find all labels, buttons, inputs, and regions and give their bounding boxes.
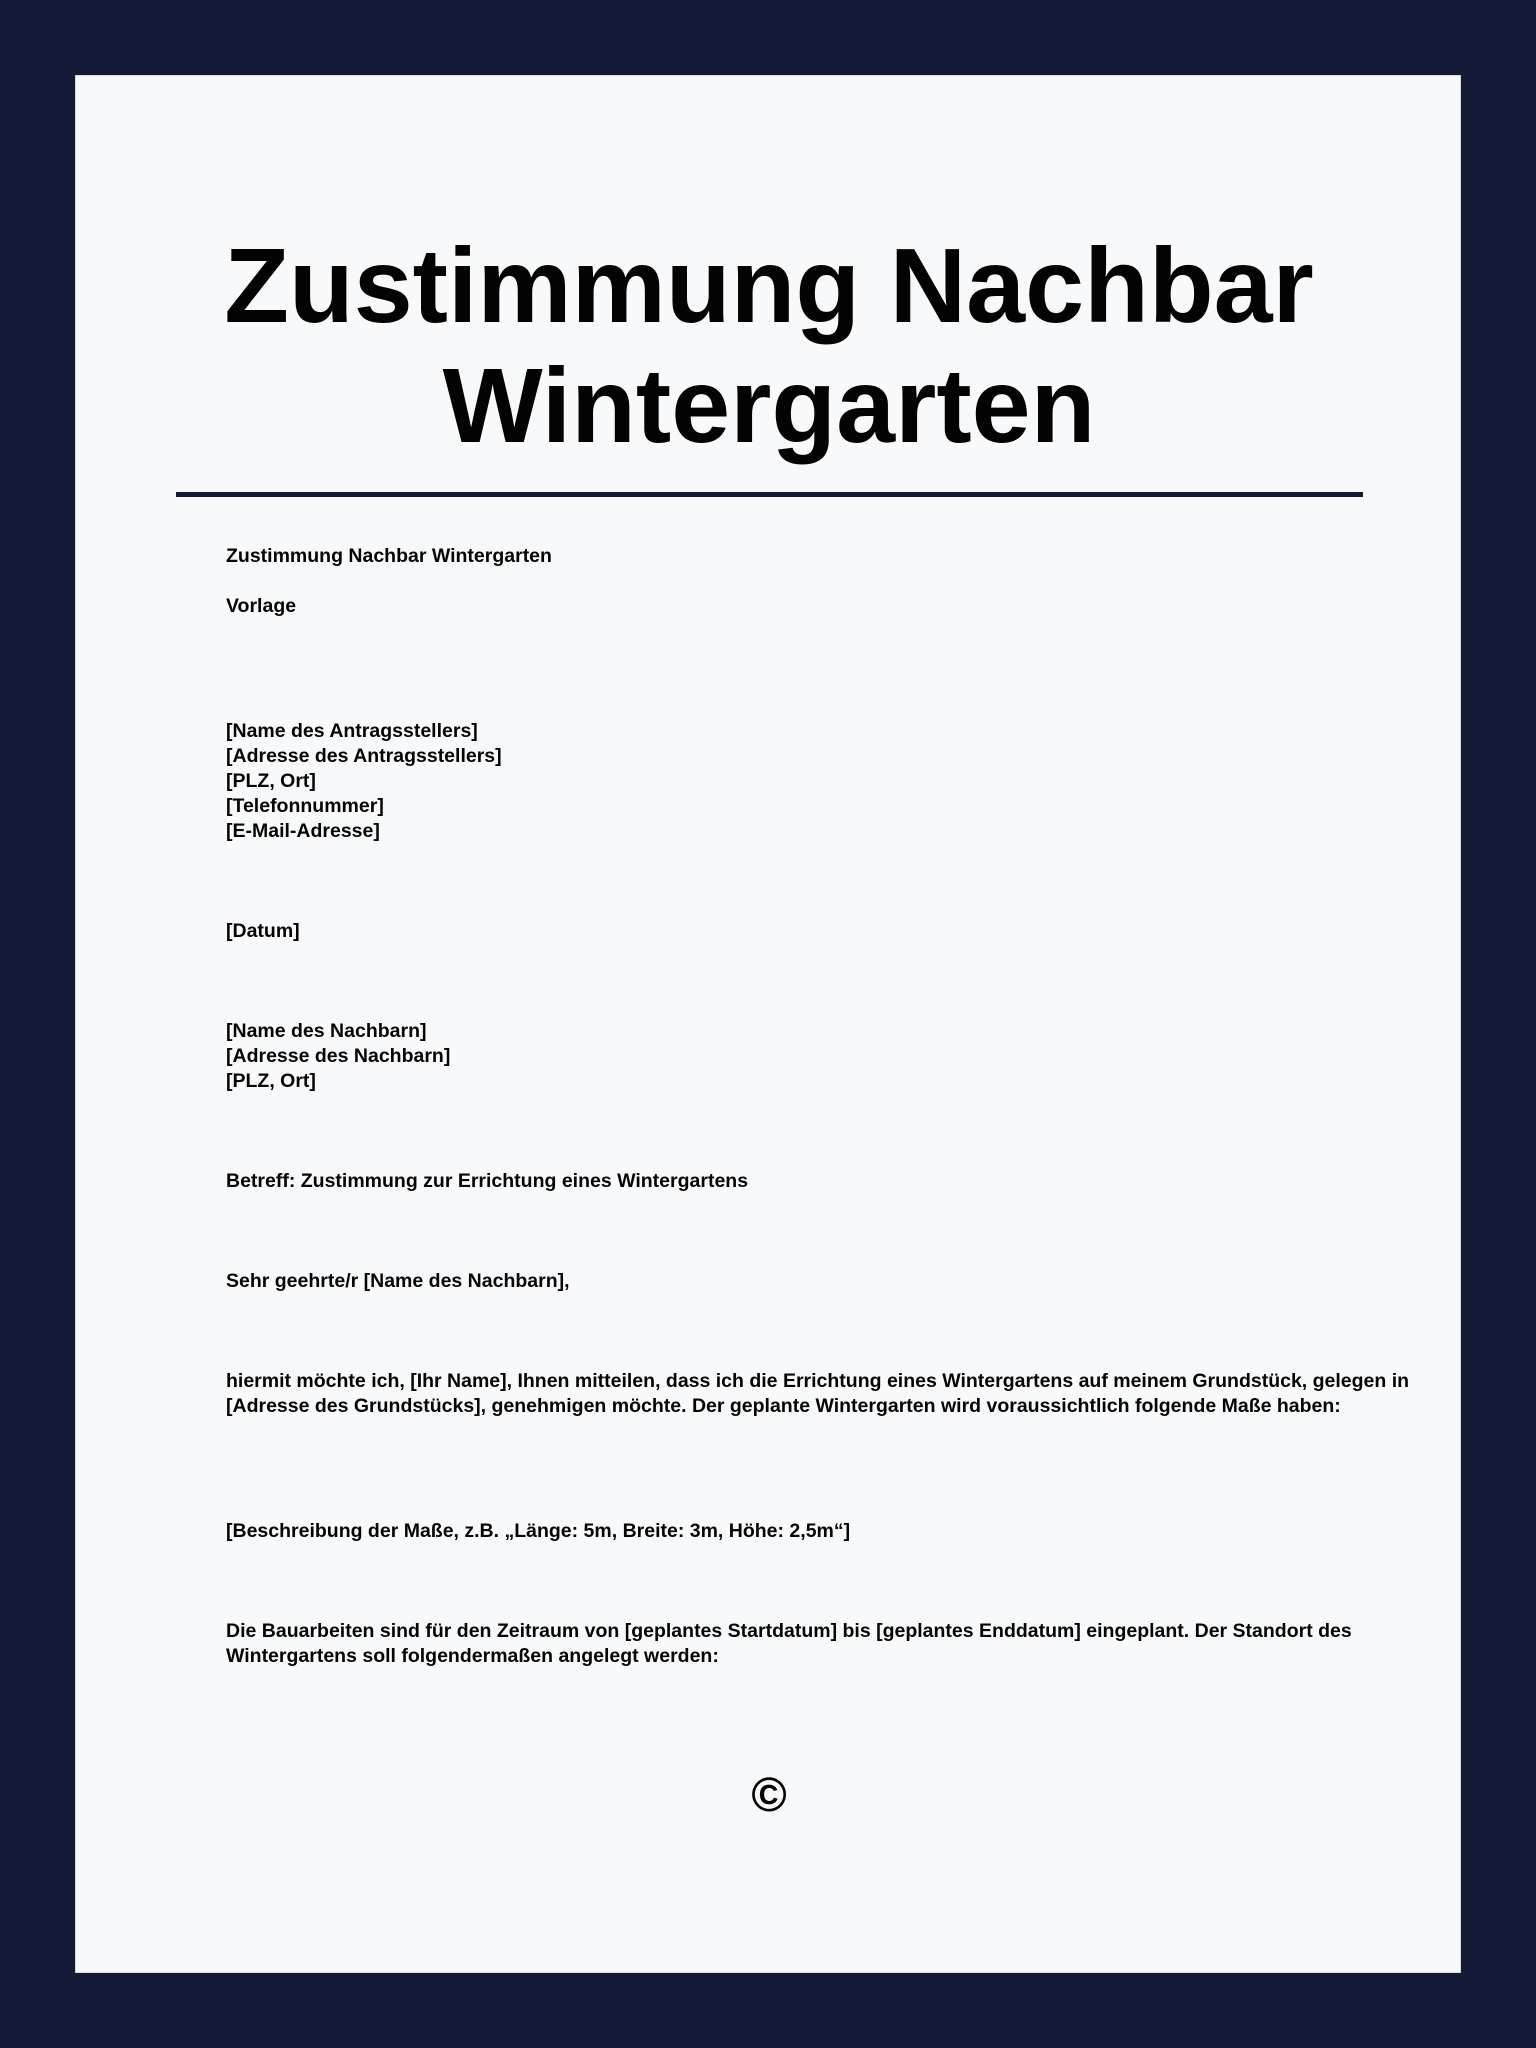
subject-line: Betreff: Zustimmung zur Errichtung eines Wintergartens: [226, 1170, 749, 1192]
letter-date: [Datum]: [226, 920, 300, 942]
applicant-phone: [Telefonnummer]: [226, 795, 384, 817]
copyright-icon: ©: [751, 1769, 787, 1822]
applicant-zip-city: [PLZ, Ort]: [226, 770, 316, 792]
title-divider: [176, 492, 1363, 497]
body-heading: Zustimmung Nachbar Wintergarten: [226, 545, 552, 567]
document-title: Zustimmung Nachbar Wintergarten: [224, 227, 1314, 465]
dimensions-placeholder: [Beschreibung der Maße, z.B. „Länge: 5m, Breite: 3m, Höhe: 2,5m“]: [226, 1520, 851, 1542]
document-page: [75, 75, 1461, 1973]
paragraph-intro: hiermit möchte ich, [Ihr Name], Ihnen mitteilen, dass ich die Errichtung eines Wintergartens auf meinem Grundstück, gelegen in [Adresse des Grundstücks], genehmigen möchte. Der geplante Wintergarten wird voraussichtlich folgende Maße haben:: [226, 1370, 1410, 1417]
neighbor-name: [Name des Nachbarn]: [226, 1020, 427, 1042]
salutation: Sehr geehrte/r [Name des Nachbarn],: [226, 1270, 570, 1292]
neighbor-zip-city: [PLZ, Ort]: [226, 1070, 316, 1092]
paragraph-schedule: Die Bauarbeiten sind für den Zeitraum von [geplantes Startdatum] bis [geplantes Enddatum] eingeplant. Der Standort des Wintergartens soll folgendermaßen angelegt werden:: [226, 1620, 1352, 1667]
applicant-email: [E-Mail-Adresse]: [226, 820, 380, 842]
applicant-address: [Adresse des Antragsstellers]: [226, 745, 502, 767]
subheading: Vorlage: [226, 595, 297, 617]
neighbor-address: [Adresse des Nachbarn]: [226, 1045, 451, 1067]
applicant-name: [Name des Antragsstellers]: [226, 720, 478, 742]
